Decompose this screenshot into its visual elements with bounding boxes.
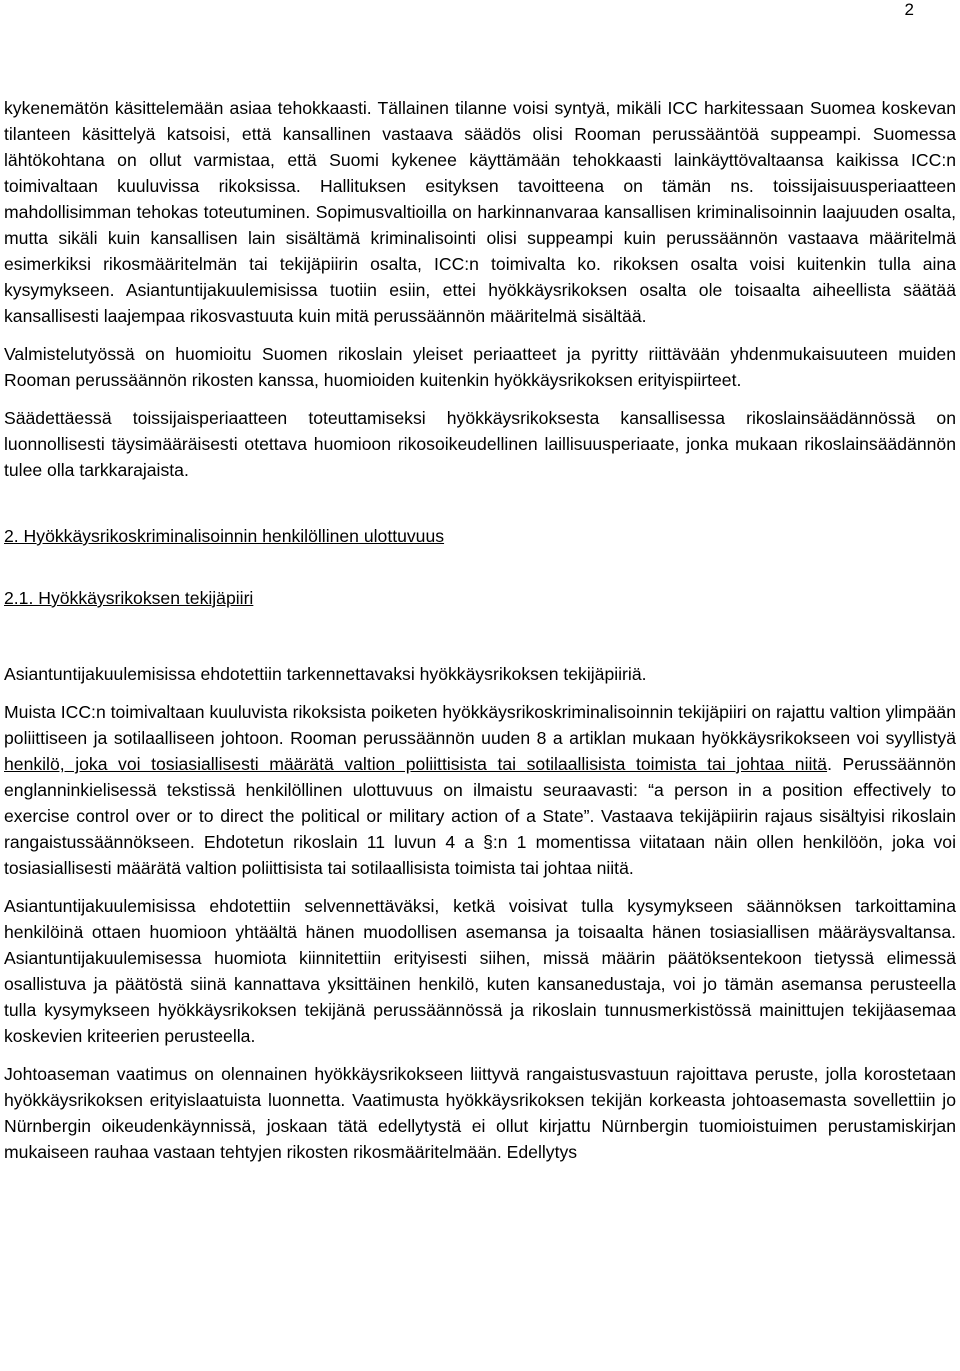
paragraph-2: Valmistelutyössä on huomioitu Suomen rikoslain yleiset periaatteet ja pyritty riittävään yhdenmukaisuuteen muiden Rooman perussäännön rikosten kanssa, huomioiden kuitenkin hyökkäysrikoksen erityispiirteet.: [4, 344, 956, 390]
paragraph-5: [4, 699, 956, 881]
paragraph-5-text-b: . Perussäännön englanninkielisessä tekstissä henkilöllinen ulottuvuus on ilmaistu seuraavasti: “a person in a position effectively to exercise control over or to direct the political or military action of a State”. Vastaava tekijäpiirin rajaus sisältyisi rikoslain rangaistussäännökseen. Ehdotetun rikoslain 11 luvun 4 a §:n 1 momentissa viitataan näin ollen henkilöön, joka voi tosiasiallisesti määrätä valtion poliittisista tai sotilaallisista toimista tai johtaa niitä.: [4, 754, 956, 878]
paragraph-6: Asiantuntijakuulemisissa ehdotettiin selvennettäväksi, ketkä voisivat tulla kysymykseen säännöksen tarkoittamina henkilöinä ottaen huomioon yhtäältä hänen muodollisen asemansa ja toisaalta hänen tosiasiallisen määräysvaltansa. Asiantuntijakuulemisessa huomiota kiinnitettiin erityisesti siihen, missä määrin päätöksentekoon tietyssä elimessä osallistuva ja päätöstä siinä kannattava yksittäinen henkilö, kuten kansanedustaja, voi jo tämän asemansa perusteella tulla kysymykseen hyökkäysrikoksen tekijänä perussäännössä ja rikoslain tunnusmerkistössä mainittujen tekijäasemaa koskevien kriteerien perusteella.: [4, 896, 956, 1046]
paragraph-4: Asiantuntijakuulemisissa ehdotettiin tarkennettavaksi hyökkäysrikoksen tekijäpiiriä.: [4, 664, 647, 684]
paragraph-1: kykenemätön käsittelemään asiaa tehokkaasti. Tällainen tilanne voisi syntyä, mikäli ICC harkitessaan Suomea koskevan tilanteen käsittelyä katsoisi, että kansallinen vastaava säädös olisi Rooman perussääntöä suppeampi. Suomessa lähtökohtana on ollut varmistaa, että Suomi kykenee käyttämään tehokkaasti lainkäyttövaltaansa kaikissa ICC:n toimivaltaan kuuluvissa rikoksissa. Hallituksen esityksen tavoitteena on tämän ns. toissijaisuusperiaatteen mahdollisimman tehokas toteutuminen. Sopimusvaltioilla on harkinnanvaraa kansallisen kriminalisoinnin laajuuden osalta, mutta sikäli kuin kansallisen lain sisältämä kriminalisointi olisi suppeampi kuin perussäännön vastaava määritelmä esimerkiksi rikosmääritelmän tai tekijäpiirin osalta, ICC:n toimivalta ko. rikoksen osalta voisi kuitenkin tulla aina kysymykseen. Asiantuntijakuulemisissa tuotiin esiin, ettei hyökkäysrikoksen osalta ole toisaalta aiheellista säätää kansallisesti laajempaa rikosvastuuta kuin mitä perussäännön määritelmä sisältää.: [4, 98, 956, 326]
section-heading-2: 2. Hyökkäysrikoskriminalisoinnin henkilöllinen ulottuvuus: [4, 526, 445, 546]
paragraph-5-underlined: henkilö, joka voi tosiasiallisesti määrätä valtion poliittisista tai sotilaallisista toimista tai johtaa niitä: [4, 754, 828, 774]
document-body: [4, 95, 956, 1177]
paragraph-5-text-a: Muista ICC:n toimivaltaan kuuluvista rikoksista poiketen hyökkäysrikoskriminalisoinnin tekijäpiiri on rajattu valtion ylimpään poliittiseen ja sotilaalliseen johtoon. Rooman perussäännön uuden 8 a artiklan mukaan hyökkäysrikokseen voi syyllistyä: [4, 702, 956, 748]
paragraph-3: Säädettäessä toissijaisperiaatteen toteuttamiseksi hyökkäysrikoksesta kansallisessa rikoslainsäädännössä on luonnollisesti täysimääräisesti otettava huomioon rikosoikeudellinen laillisuusperiaate, jonka mukaan rikoslainsäädännön tulee olla tarkkarajaista.: [4, 408, 956, 480]
subsection-heading-2-1: 2.1. Hyökkäysrikoksen tekijäpiiri: [4, 588, 254, 608]
page-number: 2: [904, 0, 914, 19]
paragraph-7: Johtoaseman vaatimus on olennainen hyökkäysrikokseen liittyvä rangaistusvastuun rajoittava peruste, jolla korostetaan hyökkäysrikoksen erityislaatuista luonnetta. Vaatimusta hyökkäysrikoksen tekijän korkeasta johtoasemasta sovellettiin jo Nürnbergin oikeudenkäynnissä, joskaan tätä edellytystä ei ollut kirjattu Nürnbergin tuomioistuimen perustamiskirjan mukaiseen rauhaa vastaan tehtyjen rikosten rikosmääritelmään. Edellytys: [4, 1064, 956, 1162]
